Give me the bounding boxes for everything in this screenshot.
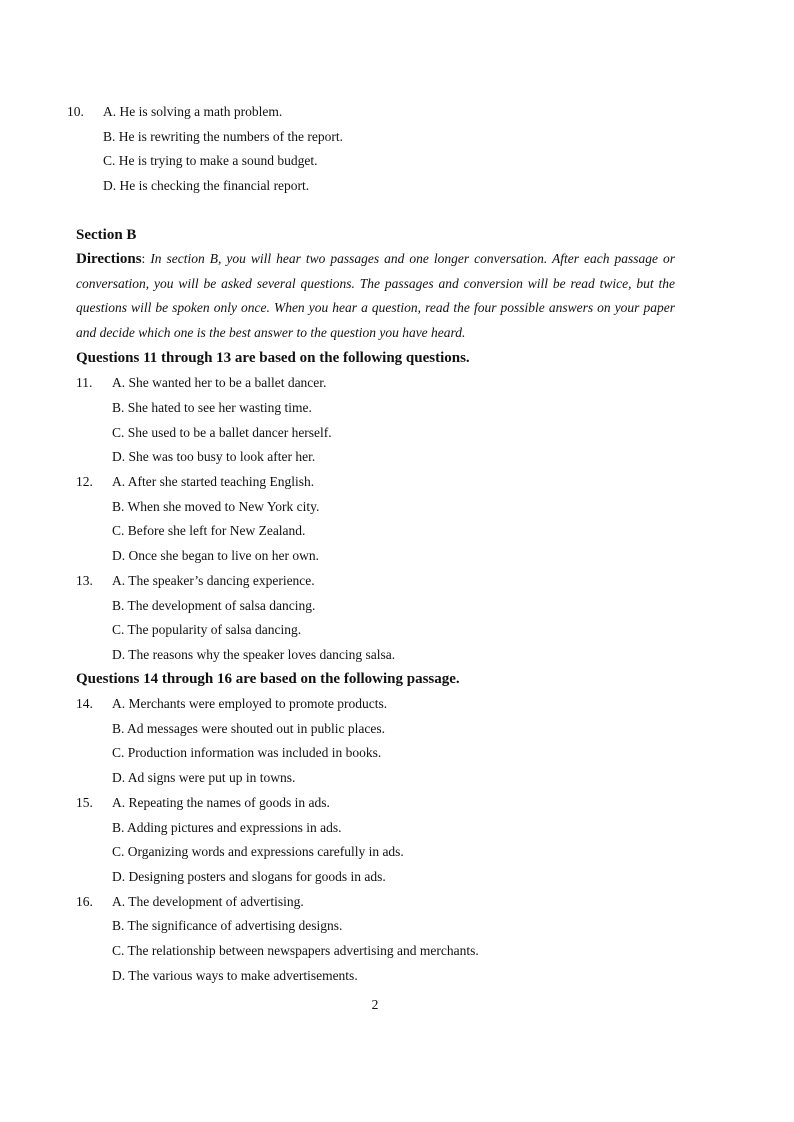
question-number: 15. [76, 795, 93, 810]
page-number: 2 [371, 997, 379, 1012]
directions-label: Directions [76, 251, 142, 267]
option-d: D. She was too busy to look after her. [112, 449, 316, 464]
option-a: A. Merchants were employed to promote products. [112, 696, 388, 711]
option-a: A. She wanted her to be a ballet dancer. [112, 375, 327, 390]
option-d: D. He is checking the financial report. [103, 178, 310, 193]
group-heading-11-13: Questions 11 through 13 are based on the following questions. [76, 350, 470, 366]
option-b: B. Adding pictures and expressions in ads. [112, 820, 342, 835]
question-number: 14. [76, 696, 93, 711]
option-c: C. Organizing words and expressions carefully in ads. [112, 844, 404, 859]
question-number: 11. [76, 375, 93, 390]
option-a: A. The speaker’s dancing experience. [112, 573, 315, 588]
option-c: C. He is trying to make a sound budget. [103, 153, 318, 168]
option-b: B. The development of salsa dancing. [112, 598, 316, 613]
directions-colon: : [141, 251, 146, 266]
directions-paragraph [76, 247, 675, 346]
option-a: A. After she started teaching English. [112, 474, 315, 489]
question-number: 13. [76, 573, 93, 588]
option-b: B. When she moved to New York city. [112, 499, 320, 514]
option-b: B. Ad messages were shouted out in public places. [112, 721, 385, 736]
option-b: B. She hated to see her wasting time. [112, 400, 312, 415]
option-d: D. The reasons why the speaker loves dancing salsa. [112, 647, 396, 662]
option-d: D. Once she began to live on her own. [112, 548, 319, 563]
question-number: 10. [67, 104, 84, 119]
option-a: A. Repeating the names of goods in ads. [112, 795, 330, 810]
question-number: 16. [76, 894, 93, 909]
option-c: C. The relationship between newspapers advertising and merchants. [112, 943, 479, 958]
option-c: C. Before she left for New Zealand. [112, 523, 306, 538]
option-a: A. He is solving a math problem. [103, 104, 283, 119]
option-c: C. The popularity of salsa dancing. [112, 622, 302, 637]
option-c: C. Production information was included in books. [112, 745, 382, 760]
option-d: D. The various ways to make advertisements. [112, 968, 358, 983]
directions-text: In section B, you will hear two passages and one longer conversation. After each passage or conversation, you will be asked several questions. The passages and conversion will be read twice, but the questions will be spoken only once. When you hear a question, read the four possible answers on your paper and decide which one is the best answer to the question you have heard. [76, 251, 675, 341]
option-c: C. She used to be a ballet dancer herself. [112, 425, 332, 440]
option-b: B. He is rewriting the numbers of the report. [103, 129, 343, 144]
option-d: D. Designing posters and slogans for goods in ads. [112, 869, 386, 884]
option-d: D. Ad signs were put up in towns. [112, 770, 296, 785]
section-title: Section B [76, 227, 137, 243]
option-b: B. The significance of advertising designs. [112, 918, 343, 933]
option-a: A. The development of advertising. [112, 894, 304, 909]
question-number: 12. [76, 474, 93, 489]
group-heading-14-16: Questions 14 through 16 are based on the following passage. [76, 671, 460, 687]
